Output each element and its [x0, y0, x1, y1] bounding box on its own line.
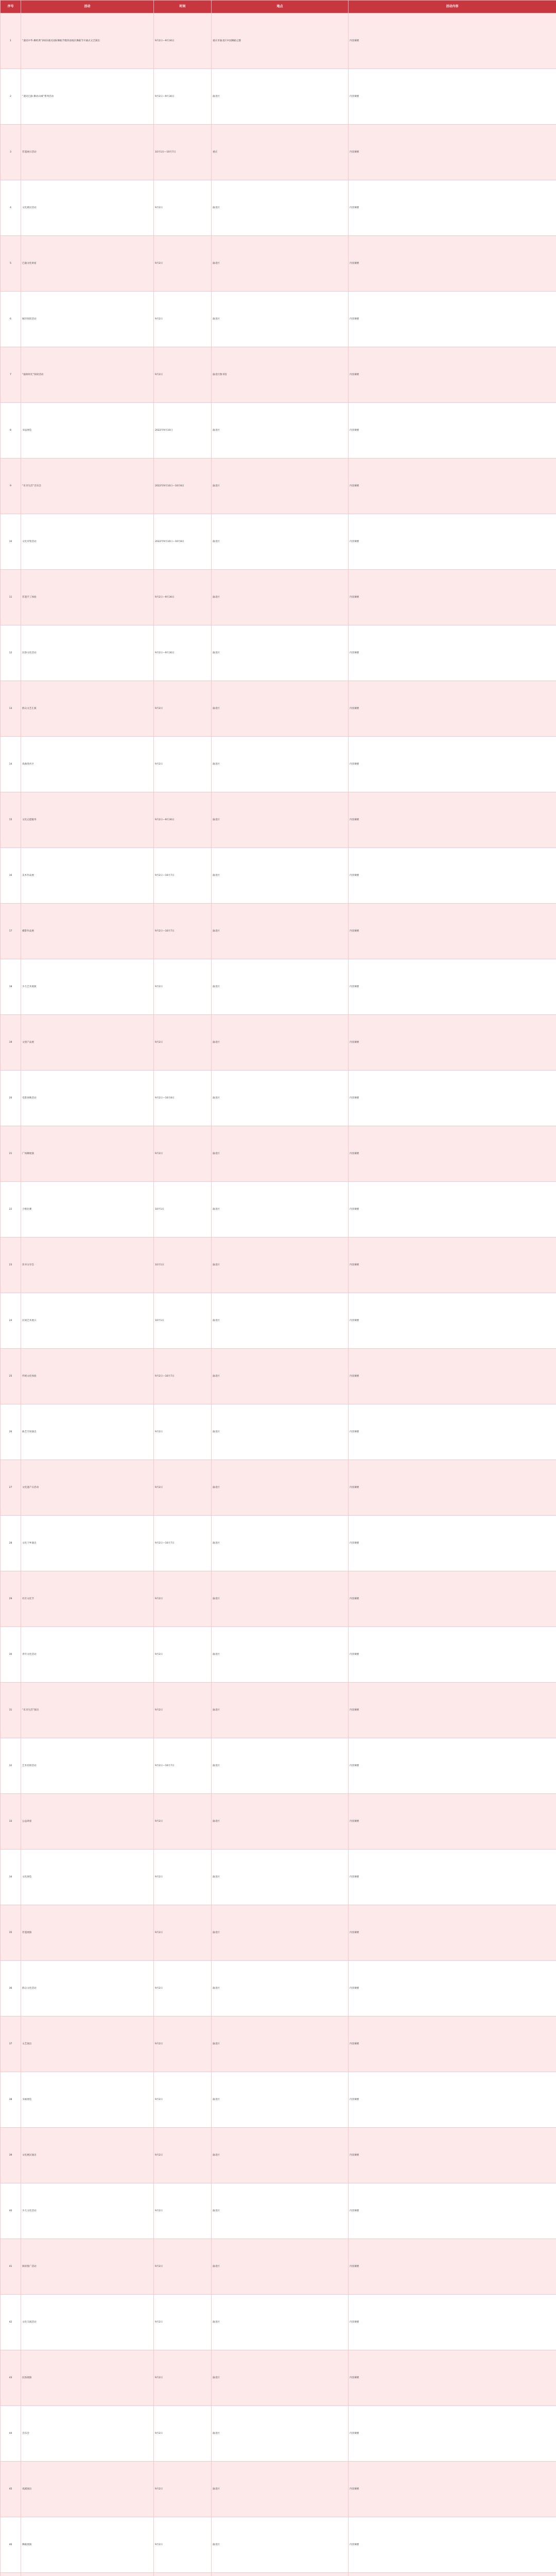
row-place: 渝北区 — [212, 2016, 349, 2072]
row-time: 10月1日—10月7日 — [154, 125, 212, 180]
row-place: 渝北区 — [212, 1794, 349, 1850]
row-activity-name: 少儿艺术展演 — [21, 959, 154, 1015]
row-content: 内容摘要 — [349, 125, 556, 180]
row-content: 内容摘要 — [349, 681, 556, 737]
row-place: 渝北区 — [212, 1349, 349, 1404]
row-number: 12 — [1, 625, 21, 681]
row-number: 17 — [1, 904, 21, 959]
row-place: 渝北区 — [212, 403, 349, 459]
row-content: 内容摘要 — [349, 848, 556, 904]
table-row — [1, 180, 556, 236]
row-content: 内容摘要 — [349, 13, 556, 69]
row-place: 渝北区 — [212, 1293, 349, 1349]
row-content: 内容摘要 — [349, 236, 556, 292]
row-number: 8 — [1, 403, 21, 459]
row-number: 13 — [1, 681, 21, 737]
row-time: 9月2日 — [154, 1961, 212, 2016]
row-place: 渝北区 — [212, 1460, 349, 1516]
table-row — [1, 1627, 556, 1683]
row-place: 渝北区 — [212, 1571, 349, 1627]
row-number: 44 — [1, 2406, 21, 2462]
row-place: 渝北区 — [212, 959, 349, 1015]
row-place: 渝北区 — [212, 1850, 349, 1905]
table-row — [1, 2128, 556, 2183]
row-place: 渝北区 — [212, 2072, 349, 2128]
row-number: 36 — [1, 1961, 21, 2016]
row-time: 10月1日 — [154, 1182, 212, 1238]
row-time: 9月2日 — [154, 1905, 212, 1961]
header-place: 地点 — [212, 1, 349, 13]
row-content: 内容摘要 — [349, 2239, 556, 2295]
table-row — [1, 2462, 556, 2517]
row-number: 38 — [1, 2072, 21, 2128]
row-activity-name: 美术作品展 — [21, 848, 154, 904]
row-content: 内容摘要 — [349, 69, 556, 125]
row-activity-name: 广场舞展演 — [21, 1126, 154, 1182]
row-time: 9月2日 — [154, 1683, 212, 1738]
row-time: 9月2日—10月7日 — [154, 848, 212, 904]
table-row — [1, 1738, 556, 1794]
header-time: 时间 — [154, 1, 212, 13]
row-number: 40 — [1, 2183, 21, 2239]
row-activity-name: “乐享生活”音乐会 — [21, 459, 154, 514]
row-place: 渝北区 — [212, 2128, 349, 2183]
row-activity-name: 民俗展演 — [21, 2350, 154, 2406]
table-row — [1, 2350, 556, 2406]
row-place: 渝北区图书馆 — [212, 347, 349, 403]
table-row — [1, 1015, 556, 1071]
row-time: 10月1日 — [154, 1238, 212, 1293]
row-number: 42 — [1, 2295, 21, 2350]
table-row — [1, 1850, 556, 1905]
row-activity-name: 文化交流活动 — [21, 2295, 154, 2350]
table-row — [1, 1905, 556, 1961]
row-number: 3 — [1, 125, 21, 180]
header-activity: 活动 — [21, 1, 154, 13]
row-number: 4 — [1, 180, 21, 236]
row-content: 内容摘要 — [349, 1238, 556, 1293]
table-row — [1, 403, 556, 459]
row-time: 9月2日 — [154, 1850, 212, 1905]
row-place: 渝北区 — [212, 292, 349, 347]
row-place: 重庆市渝北区中国舞蹈之都 — [212, 13, 349, 69]
row-activity-name: 民间艺术展示 — [21, 1293, 154, 1349]
row-content: 内容摘要 — [349, 904, 556, 959]
row-place: 渝北区 — [212, 1015, 349, 1071]
row-activity-name: 青年文化活动 — [21, 1627, 154, 1683]
row-number: 43 — [1, 2350, 21, 2406]
row-content: 内容摘要 — [349, 2350, 556, 2406]
row-number: 26 — [1, 1404, 21, 1460]
row-time: 9月2日 — [154, 2128, 212, 2183]
table-row — [1, 514, 556, 570]
row-time: 9月2日 — [154, 2350, 212, 2406]
row-content: 内容摘要 — [349, 514, 556, 570]
row-number: 30 — [1, 1627, 21, 1683]
table-row — [1, 1071, 556, 1126]
row-time: 9月2日 — [154, 2239, 212, 2295]
row-time: 9月2日—10月7日 — [154, 1516, 212, 1571]
row-time: 9月2日 — [154, 2072, 212, 2128]
row-number: 31 — [1, 1683, 21, 1738]
row-number: 7 — [1, 347, 21, 403]
row-number: 34 — [1, 1850, 21, 1905]
row-content: 内容摘要 — [349, 2072, 556, 2128]
table-row — [1, 2295, 556, 2350]
table-row — [1, 848, 556, 904]
table-row — [1, 792, 556, 848]
row-time: 9月2日 — [154, 292, 212, 347]
table-row — [1, 1349, 556, 1404]
row-place: 渝北区 — [212, 681, 349, 737]
row-time: 9月2日 — [154, 1571, 212, 1627]
row-place: 渝北区 — [212, 737, 349, 792]
row-time: 9月2日 — [154, 2517, 212, 2573]
row-activity-name: 少儿文化活动 — [21, 2183, 154, 2239]
row-place: 渝北区 — [212, 459, 349, 514]
row-activity-name: 艺术培训活动 — [21, 1738, 154, 1794]
row-place: 渝北区 — [212, 1738, 349, 1794]
row-content: 内容摘要 — [349, 2128, 556, 2183]
row-content: 内容摘要 — [349, 2517, 556, 2573]
row-time: 9月2日 — [154, 1015, 212, 1071]
table-row — [1, 2573, 556, 2576]
row-activity-name: 文艺演出 — [21, 2016, 154, 2072]
row-content: 内容摘要 — [349, 1794, 556, 1850]
row-content: 内容摘要 — [349, 1683, 556, 1738]
row-activity-name: 非遗手工体验 — [21, 570, 154, 625]
table-row — [1, 1683, 556, 1738]
table-row — [1, 2406, 556, 2462]
row-place: 渝北区 — [212, 514, 349, 570]
table-row — [1, 1571, 556, 1627]
row-activity-name: 传统文化体验 — [21, 1349, 154, 1404]
table-body — [1, 13, 556, 2576]
row-time: 9月2日—9月30日 — [154, 792, 212, 848]
table-row — [1, 1961, 556, 2016]
row-number: 20 — [1, 1071, 21, 1126]
row-time: 9月2日 — [154, 681, 212, 737]
row-content: 内容摘要 — [349, 570, 556, 625]
row-content: 内容摘要 — [349, 1404, 556, 1460]
row-activity-name: 音乐会 — [21, 2406, 154, 2462]
row-content: 内容摘要 — [349, 1126, 556, 1182]
row-time: 9月2日 — [154, 2295, 212, 2350]
table-row — [1, 13, 556, 69]
table-row — [1, 459, 556, 514]
row-time: 9月2日 — [154, 236, 212, 292]
table-row — [1, 904, 556, 959]
row-activity-name: 文化惠民活动 — [21, 180, 154, 236]
table-row — [1, 347, 556, 403]
row-place: 渝北区 — [212, 904, 349, 959]
row-place: 渝北区 — [212, 848, 349, 904]
row-activity-name: 电影放映活动 — [21, 1071, 154, 1126]
row-place: 渝北区 — [212, 1238, 349, 1293]
row-content: 内容摘要 — [349, 737, 556, 792]
row-number — [1, 2573, 21, 2576]
row-activity-name: 民俗文化活动 — [21, 625, 154, 681]
table-header-row — [1, 1, 556, 13]
table-row — [1, 2016, 556, 2072]
row-time: 9月2日—10月7日 — [154, 904, 212, 959]
row-number: 2 — [1, 69, 21, 125]
row-content: 内容摘要 — [349, 1293, 556, 1349]
row-activity-name: 舞蹈展演 — [21, 2517, 154, 2573]
row-place: 渝北区 — [212, 69, 349, 125]
table-row — [1, 1404, 556, 1460]
table-row — [1, 1293, 556, 1349]
table-row — [1, 2183, 556, 2239]
header-no: 序号 — [1, 1, 21, 13]
row-activity-name: 群众文化活动 — [21, 1961, 154, 2016]
row-number: 22 — [1, 1182, 21, 1238]
row-content: 内容摘要 — [349, 1182, 556, 1238]
row-activity-name: 书画展览 — [21, 2072, 154, 2128]
row-time: 9月2日—9月30日 — [154, 13, 212, 69]
row-place: 渝北区 — [212, 625, 349, 681]
row-place: 渝北区 — [212, 236, 349, 292]
table-row — [1, 1516, 556, 1571]
row-time: 9月2日 — [154, 1126, 212, 1182]
row-time: 9月2日 — [154, 737, 212, 792]
row-time: 9月2日—10月7日 — [154, 1738, 212, 1794]
row-time: 9月2日 — [154, 959, 212, 1015]
row-content: 内容摘要 — [349, 792, 556, 848]
row-number: 32 — [1, 1738, 21, 1794]
row-activity-name: 巴渝文化讲座 — [21, 236, 154, 292]
row-number: 28 — [1, 1516, 21, 1571]
row-content: 内容摘要 — [349, 1516, 556, 1571]
row-content: 内容摘要 — [349, 1015, 556, 1071]
row-number: 24 — [1, 1293, 21, 1349]
row-activity-name: 文化志愿服务 — [21, 792, 154, 848]
row-number: 9 — [1, 459, 21, 514]
table-row — [1, 1126, 556, 1182]
table-row — [1, 1460, 556, 1516]
row-place — [212, 2573, 349, 2576]
row-activity-name: “乐享生活”演出 — [21, 1683, 154, 1738]
row-activity-name: 非遗展示活动 — [21, 125, 154, 180]
row-content: 内容摘要 — [349, 2016, 556, 2072]
row-place: 渝北区 — [212, 2517, 349, 2573]
row-content: 内容摘要 — [349, 2295, 556, 2350]
row-place: 渝北区 — [212, 2406, 349, 2462]
row-activity-name: 城市阅读活动 — [21, 292, 154, 347]
row-time: 9月2日—10月8日 — [154, 1071, 212, 1126]
row-number: 5 — [1, 236, 21, 292]
row-number: 46 — [1, 2517, 21, 2573]
row-content: 内容摘要 — [349, 1349, 556, 1404]
row-number: 14 — [1, 737, 21, 792]
row-activity-name — [21, 2573, 154, 2576]
row-activity-name: “渝阅时光”阅读活动 — [21, 347, 154, 403]
row-number: 45 — [1, 2462, 21, 2517]
table-row — [1, 1794, 556, 1850]
row-time: 9月2日 — [154, 1404, 212, 1460]
row-activity-name: 文创产品展 — [21, 1015, 154, 1071]
row-place: 渝北区 — [212, 2462, 349, 2517]
row-place: 渝北区 — [212, 1126, 349, 1182]
table-row — [1, 625, 556, 681]
row-number: 10 — [1, 514, 21, 570]
row-activity-name: 社区文化节 — [21, 1571, 154, 1627]
row-activity-name: 文化市集活动 — [21, 514, 154, 570]
row-activity-name: 文化遗产日活动 — [21, 1460, 154, 1516]
row-number: 39 — [1, 2128, 21, 2183]
row-activity-name: 群众文艺汇演 — [21, 681, 154, 737]
row-activity-name: 读书分享会 — [21, 1238, 154, 1293]
row-number: 15 — [1, 792, 21, 848]
table-row — [1, 570, 556, 625]
row-content: 内容摘要 — [349, 1627, 556, 1683]
row-number: 18 — [1, 959, 21, 1015]
row-number: 25 — [1, 1349, 21, 1404]
row-activity-name: 公益讲座 — [21, 1794, 154, 1850]
row-place: 渝北区 — [212, 2183, 349, 2239]
table-row — [1, 681, 556, 737]
row-content: 内容摘要 — [349, 1460, 556, 1516]
row-time: 2022年9月10日—10月8日 — [154, 514, 212, 570]
row-activity-name: 曲艺专场演出 — [21, 1404, 154, 1460]
row-place: 渝北区 — [212, 1404, 349, 1460]
row-activity-name: 文化展览 — [21, 1850, 154, 1905]
row-content: 内容摘要 — [349, 2183, 556, 2239]
row-number: 16 — [1, 848, 21, 904]
row-time: 9月2日 — [154, 2183, 212, 2239]
row-time: 10月1日 — [154, 1293, 212, 1349]
row-activity-name: 文化惠民演出 — [21, 2128, 154, 2183]
row-number: 29 — [1, 1571, 21, 1627]
row-place: 渝北区 — [212, 1961, 349, 2016]
row-number: 1 — [1, 13, 21, 69]
row-content: 内容摘要 — [349, 1071, 556, 1126]
row-time: 9月2日 — [154, 180, 212, 236]
row-place: 渝北区 — [212, 1516, 349, 1571]
row-activity-name: 戏曲进社区 — [21, 737, 154, 792]
row-time: 9月2日 — [154, 2016, 212, 2072]
row-activity-name: 戏剧演出 — [21, 2462, 154, 2517]
row-time: 2022年9月10日—10月8日 — [154, 459, 212, 514]
row-number: 19 — [1, 1015, 21, 1071]
row-time: 2022年9月10日 — [154, 403, 212, 459]
row-place: 渝北区 — [212, 1182, 349, 1238]
row-number: 37 — [1, 2016, 21, 2072]
row-content: 内容摘要 — [349, 959, 556, 1015]
row-content: 内容摘要 — [349, 347, 556, 403]
row-activity-name: 非遗展演 — [21, 1905, 154, 1961]
row-content: 内容摘要 — [349, 1961, 556, 2016]
table-row — [1, 2239, 556, 2295]
row-content: 内容摘要 — [349, 2406, 556, 2462]
row-time: 9月2日—10月7日 — [154, 1349, 212, 1404]
row-content: 内容摘要 — [349, 625, 556, 681]
header-content: 活动内容 — [349, 1, 556, 13]
row-number: 33 — [1, 1794, 21, 1850]
row-content: 内容摘要 — [349, 459, 556, 514]
row-content: 内容摘要 — [349, 1905, 556, 1961]
row-number: 27 — [1, 1460, 21, 1516]
row-content: 内容摘要 — [349, 180, 556, 236]
row-content: 内容摘要 — [349, 1571, 556, 1627]
row-time: 9月2日—9月30日 — [154, 625, 212, 681]
row-content: 内容摘要 — [349, 1850, 556, 1905]
row-number: 23 — [1, 1238, 21, 1293]
row-time: 9月2日 — [154, 2406, 212, 2462]
row-place: 渝北区 — [212, 1071, 349, 1126]
row-activity-name: 阅读推广活动 — [21, 2239, 154, 2295]
row-activity-name: 合唱比赛 — [21, 1182, 154, 1238]
row-number: 41 — [1, 2239, 21, 2295]
row-place: 渝北区 — [212, 570, 349, 625]
row-time: 9月2日—9月30日 — [154, 69, 212, 125]
row-place: 渝北区 — [212, 1683, 349, 1738]
row-number: 6 — [1, 292, 21, 347]
table-row — [1, 1182, 556, 1238]
row-place: 渝北区 — [212, 2295, 349, 2350]
row-content: 内容摘要 — [349, 292, 556, 347]
table-row — [1, 2517, 556, 2573]
row-time: 9月2日—9月30日 — [154, 570, 212, 625]
row-content: 内容摘要 — [349, 403, 556, 459]
row-time: 9月2日 — [154, 1460, 212, 1516]
table-row — [1, 2072, 556, 2128]
table-row — [1, 959, 556, 1015]
row-place: 渝北区 — [212, 1627, 349, 1683]
table-row — [1, 292, 556, 347]
row-time: 9月2日 — [154, 1627, 212, 1683]
row-place: 渝北区 — [212, 2350, 349, 2406]
table-row — [1, 1238, 556, 1293]
row-place: 重庆 — [212, 125, 349, 180]
row-activity-name: “遇见巴渝·舞动山城”系列活动 — [21, 69, 154, 125]
row-place: 渝北区 — [212, 792, 349, 848]
row-time — [154, 2573, 212, 2576]
table-row — [1, 236, 556, 292]
row-place: 渝北区 — [212, 180, 349, 236]
row-activity-name: 摄影作品展 — [21, 904, 154, 959]
row-activity-name: “遇见中华·舞经典”2022重庆国际舞蹈节暨西南地区舞蹈节开幕式文艺演出 — [21, 13, 154, 69]
row-place: 渝北区 — [212, 1905, 349, 1961]
row-time: 9月2日 — [154, 347, 212, 403]
row-number: 11 — [1, 570, 21, 625]
row-activity-name: 书法展览 — [21, 403, 154, 459]
table-row — [1, 69, 556, 125]
row-number: 35 — [1, 1905, 21, 1961]
table-row — [1, 737, 556, 792]
row-time: 9月2日 — [154, 1794, 212, 1850]
row-place: 渝北区 — [212, 2239, 349, 2295]
row-time: 9月2日 — [154, 2462, 212, 2517]
table-row — [1, 125, 556, 180]
row-content: 内容摘要 — [349, 1738, 556, 1794]
row-number: 21 — [1, 1126, 21, 1182]
row-content: 内容摘要 — [349, 2462, 556, 2517]
row-content — [349, 2573, 556, 2576]
row-activity-name: 文化下乡演出 — [21, 1516, 154, 1571]
